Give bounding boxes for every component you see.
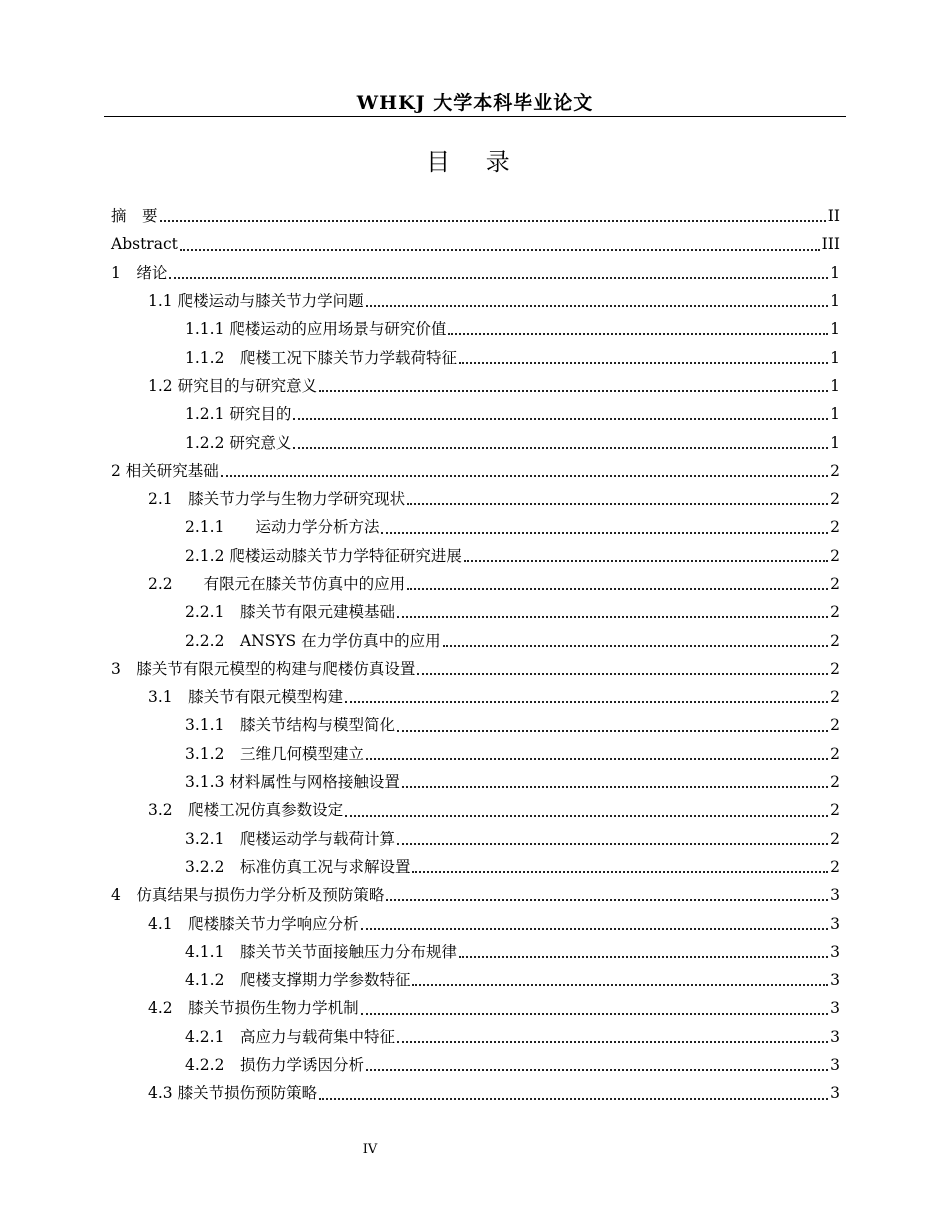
toc-leader-dots bbox=[366, 750, 828, 760]
toc-entry[interactable] bbox=[111, 966, 840, 994]
toc-entry-title: 爬楼工况仿真参数设定 bbox=[188, 801, 344, 820]
toc-entry-number: 3.1.3 bbox=[185, 773, 230, 792]
toc-entry[interactable] bbox=[111, 513, 840, 541]
toc-entry-number: 1.1 bbox=[148, 292, 178, 311]
toc-entry[interactable] bbox=[111, 909, 840, 937]
toc-leader-dots bbox=[293, 439, 828, 449]
toc-entry-number: 1.1.1 bbox=[185, 320, 230, 339]
toc-entry-number: 2.2 bbox=[148, 575, 204, 593]
toc-entry[interactable] bbox=[111, 485, 840, 513]
toc-entry-number: 1.2 bbox=[148, 376, 178, 395]
toc-entry[interactable] bbox=[111, 457, 840, 485]
toc-leader-dots bbox=[361, 920, 828, 930]
toc-entry-title: 相关研究基础 bbox=[125, 461, 219, 480]
toc-entry-page: 2 bbox=[830, 688, 840, 707]
toc-entry[interactable] bbox=[111, 740, 840, 768]
toc-entry-number: 3.2.1 bbox=[185, 829, 240, 848]
toc-entry-page: 3 bbox=[830, 971, 840, 990]
toc-entry-title: 膝关节有限元模型构建 bbox=[188, 688, 344, 707]
toc-entry-number: 2.2.2 bbox=[185, 631, 240, 650]
toc-entry[interactable] bbox=[111, 626, 840, 654]
toc-entry-page: 2 bbox=[830, 631, 840, 650]
toc-entry-number: 2 bbox=[111, 461, 126, 480]
toc-entry-title: 爬楼运动的应用场景与研究价值 bbox=[229, 320, 447, 339]
toc-entry[interactable] bbox=[111, 1079, 840, 1107]
toc-entry[interactable] bbox=[111, 683, 840, 711]
toc-entry-page: 2 bbox=[830, 603, 840, 622]
toc-leader-dots bbox=[402, 778, 828, 788]
toc-entry-page: 1 bbox=[830, 263, 840, 282]
toc-entry-number: 3.1.1 bbox=[185, 716, 240, 735]
toc-entry-title: 仿真结果与损伤力学分析及预防策略 bbox=[136, 886, 385, 905]
toc-entry-page: 2 bbox=[830, 575, 840, 593]
toc-entry-title: 膝关节关节面接触压力分布规律 bbox=[239, 942, 457, 961]
toc-entry-page: 1 bbox=[830, 348, 840, 367]
toc-entry[interactable] bbox=[111, 825, 840, 853]
toc-leader-dots bbox=[459, 354, 828, 364]
toc-entry-number: 2.1 bbox=[148, 490, 189, 509]
toc-entry-title: 膝关节结构与模型简化 bbox=[239, 716, 395, 735]
table-of-contents bbox=[111, 202, 840, 1108]
toc-entry-title: 研究意义 bbox=[229, 433, 292, 452]
toc-entry[interactable] bbox=[111, 768, 840, 796]
toc-entry-number: 3 bbox=[111, 659, 137, 678]
toc-leader-dots bbox=[381, 524, 828, 534]
toc-entry-page: 2 bbox=[830, 518, 840, 537]
toc-entry-title: 运动力学分析方法 bbox=[255, 518, 380, 537]
toc-entry-page: 3 bbox=[830, 1084, 840, 1103]
toc-entry-title: 膝关节损伤生物力学机制 bbox=[188, 999, 359, 1018]
toc-entry-title: 爬楼工况下膝关节力学载荷特征 bbox=[239, 348, 457, 367]
toc-leader-dots bbox=[345, 807, 828, 817]
toc-entry[interactable] bbox=[111, 598, 840, 626]
toc-entry[interactable] bbox=[111, 796, 840, 824]
toc-leader-dots bbox=[366, 297, 829, 307]
toc-entry-number: 4.2.1 bbox=[185, 1027, 240, 1046]
toc-leader-dots bbox=[319, 1090, 828, 1100]
toc-entry-title: 研究目的与研究意义 bbox=[177, 376, 318, 395]
toc-entry-page: 1 bbox=[830, 376, 840, 395]
toc-entry-page: 3 bbox=[830, 1056, 840, 1075]
toc-entry-title: 绪论 bbox=[136, 263, 168, 282]
toc-entry-page: 2 bbox=[830, 546, 840, 565]
toc-entry-page: 2 bbox=[830, 461, 840, 480]
toc-entry[interactable] bbox=[111, 343, 840, 371]
toc-leader-dots bbox=[160, 212, 826, 222]
toc-leader-dots bbox=[397, 608, 828, 618]
toc-entry-page: 3 bbox=[830, 886, 840, 905]
toc-entry-page: 3 bbox=[830, 999, 840, 1018]
toc-entry-title: 爬楼运动学与载荷计算 bbox=[239, 829, 395, 848]
toc-entry[interactable] bbox=[111, 259, 840, 287]
toc-entry[interactable] bbox=[111, 881, 840, 909]
toc-entry-page: 1 bbox=[830, 433, 840, 452]
toc-entry[interactable] bbox=[111, 315, 840, 343]
toc-entry[interactable] bbox=[111, 655, 840, 683]
toc-entry[interactable] bbox=[111, 938, 840, 966]
toc-entry-title: 高应力与载荷集中特征 bbox=[239, 1027, 395, 1046]
toc-leader-dots bbox=[366, 1061, 828, 1071]
toc-entry-number: 3.2.2 bbox=[185, 857, 240, 876]
toc-entry[interactable] bbox=[111, 428, 840, 456]
toc-entry-page: III bbox=[821, 235, 840, 254]
toc-entry-title: 爬楼运动与膝关节力学问题 bbox=[177, 292, 364, 311]
toc-entry-number: 1.1.2 bbox=[185, 348, 240, 367]
toc-entry-number: 1.2.2 bbox=[185, 433, 230, 452]
toc-entry-page: 1 bbox=[830, 405, 840, 424]
toc-entry-number: 1.2.1 bbox=[185, 405, 230, 424]
toc-entry-page: 1 bbox=[830, 320, 840, 339]
toc-leader-dots bbox=[459, 948, 828, 958]
toc-entry-number: 1 bbox=[111, 263, 137, 282]
toc-entry-title: 损伤力学诱因分析 bbox=[239, 1056, 364, 1075]
toc-entry-page: 2 bbox=[830, 801, 840, 820]
toc-leader-dots bbox=[448, 325, 828, 335]
toc-leader-dots bbox=[412, 863, 828, 873]
toc-entry-title: 三维几何模型建立 bbox=[239, 744, 364, 763]
toc-entry-page: 2 bbox=[830, 773, 840, 792]
toc-entry-page: 2 bbox=[830, 857, 840, 876]
toc-entry-title: 膝关节有限元模型的构建与爬楼仿真设置 bbox=[136, 659, 416, 678]
toc-entry-number: 2.1.1 bbox=[185, 518, 256, 537]
toc-entry-title: 膝关节力学与生物力学研究现状 bbox=[188, 490, 406, 509]
page-header-title: WHKJ 大学本科毕业论文 bbox=[356, 92, 594, 114]
toc-entry-page: 1 bbox=[830, 292, 840, 311]
toc-entry-number: 3.2 bbox=[148, 801, 189, 820]
toc-entry[interactable] bbox=[111, 1051, 840, 1079]
toc-entry-page: 3 bbox=[830, 942, 840, 961]
toc-leader-dots bbox=[443, 637, 829, 647]
toc-entry[interactable] bbox=[111, 711, 840, 739]
toc-entry-title: 标准仿真工况与求解设置 bbox=[239, 857, 411, 876]
toc-entry[interactable] bbox=[111, 230, 840, 258]
toc-entry-title: 有限元在膝关节仿真中的应用 bbox=[203, 575, 406, 593]
toc-entry-title: Abstract bbox=[111, 235, 178, 254]
toc-entry-title: 爬楼支撑期力学参数特征 bbox=[239, 971, 411, 990]
toc-entry[interactable] bbox=[111, 400, 840, 428]
toc-leader-dots bbox=[345, 693, 828, 703]
toc-entry-number: 4.1.1 bbox=[185, 942, 240, 961]
toc-entry-title: 材料属性与网格接触设置 bbox=[229, 773, 400, 792]
toc-leader-dots bbox=[464, 552, 828, 562]
toc-entry-title: ANSYS 在力学仿真中的应用 bbox=[239, 631, 441, 650]
toc-entry[interactable] bbox=[111, 287, 840, 315]
toc-entry-number: 3.1 bbox=[148, 688, 189, 707]
toc-entry[interactable] bbox=[111, 372, 840, 400]
toc-entry-title: 研究目的 bbox=[229, 405, 292, 424]
toc-leader-dots bbox=[407, 580, 828, 590]
toc-heading: 目 录 bbox=[426, 148, 524, 176]
toc-entry-number: 2.2.1 bbox=[185, 603, 240, 622]
toc-entry-number: 4.2 bbox=[148, 999, 189, 1018]
toc-leader-dots bbox=[386, 891, 828, 901]
toc-entry-title: 摘 要 bbox=[111, 207, 158, 226]
toc-leader-dots bbox=[407, 495, 828, 505]
toc-entry[interactable] bbox=[111, 570, 840, 598]
toc-leader-dots bbox=[397, 835, 828, 845]
toc-entry[interactable] bbox=[111, 1023, 840, 1051]
toc-leader-dots bbox=[169, 269, 828, 279]
toc-entry[interactable] bbox=[111, 994, 840, 1022]
toc-leader-dots bbox=[180, 241, 820, 251]
toc-entry-title: 爬楼运动膝关节力学特征研究进展 bbox=[229, 546, 462, 565]
toc-leader-dots bbox=[293, 410, 828, 420]
toc-entry[interactable] bbox=[111, 542, 840, 570]
toc-entry-page: 2 bbox=[830, 659, 840, 678]
toc-entry-page: II bbox=[827, 207, 840, 226]
toc-leader-dots bbox=[412, 976, 828, 986]
toc-entry-number: 4 bbox=[111, 886, 137, 905]
toc-entry-page: 3 bbox=[830, 1027, 840, 1046]
toc-entry-page: 2 bbox=[830, 490, 840, 509]
toc-leader-dots bbox=[221, 467, 828, 477]
toc-entry-number: 2.1.2 bbox=[185, 546, 230, 565]
toc-leader-dots bbox=[397, 722, 828, 732]
toc-leader-dots bbox=[319, 382, 828, 392]
toc-entry-number: 4.1 bbox=[148, 914, 189, 933]
page-number: IV bbox=[362, 1142, 378, 1157]
header-divider bbox=[104, 116, 846, 117]
toc-entry-page: 2 bbox=[830, 744, 840, 763]
toc-leader-dots bbox=[397, 1033, 828, 1043]
toc-entry-page: 3 bbox=[830, 914, 840, 933]
toc-entry[interactable] bbox=[111, 853, 840, 881]
toc-entry-title: 爬楼膝关节力学响应分析 bbox=[188, 914, 359, 933]
toc-leader-dots bbox=[417, 665, 828, 675]
toc-entry[interactable] bbox=[111, 202, 840, 230]
toc-entry-number: 4.1.2 bbox=[185, 971, 240, 990]
toc-entry-number: 4.3 bbox=[148, 1084, 178, 1103]
toc-entry-number: 3.1.2 bbox=[185, 744, 240, 763]
toc-entry-number: 4.2.2 bbox=[185, 1056, 240, 1075]
toc-entry-page: 2 bbox=[830, 829, 840, 848]
toc-entry-title: 膝关节损伤预防策略 bbox=[177, 1084, 318, 1103]
toc-entry-title: 膝关节有限元建模基础 bbox=[239, 603, 395, 622]
toc-leader-dots bbox=[361, 1005, 828, 1015]
toc-entry-page: 2 bbox=[830, 716, 840, 735]
